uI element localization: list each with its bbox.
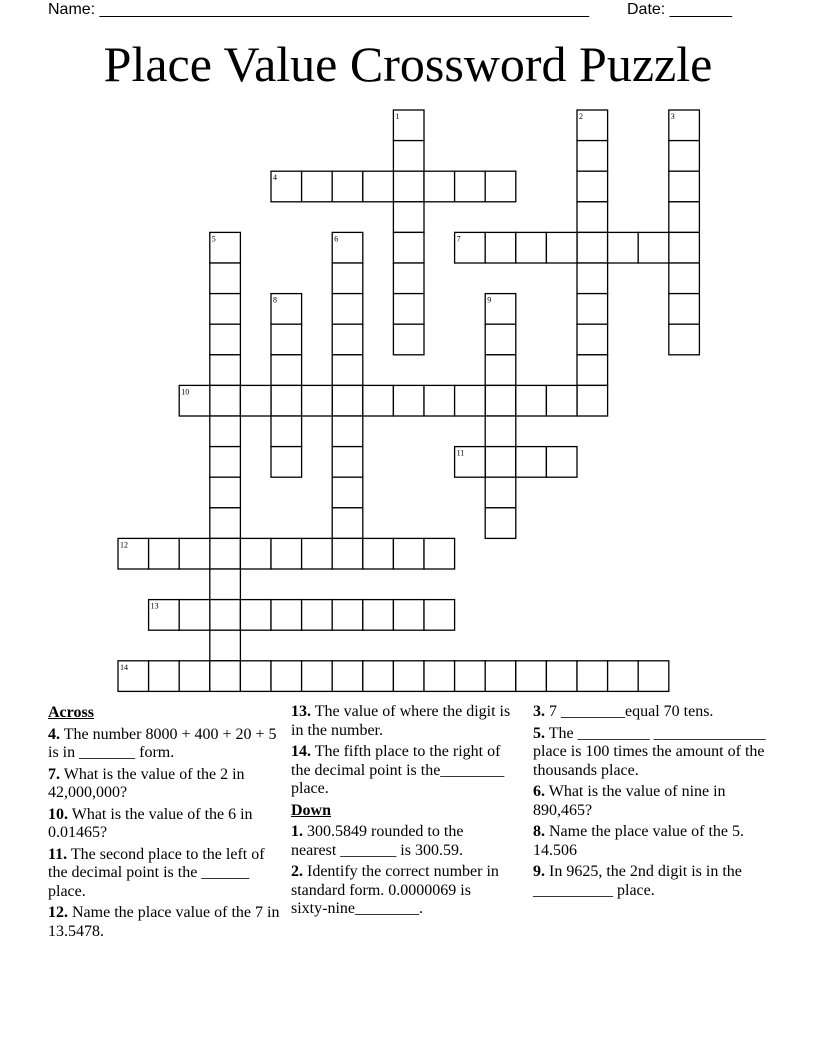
crossword-cell[interactable] <box>271 294 302 325</box>
clue-number-label: 10 <box>181 387 190 397</box>
crossword-cell[interactable] <box>210 294 241 325</box>
crossword-cell[interactable] <box>577 110 608 141</box>
crossword-cell[interactable] <box>271 385 302 416</box>
crossword-cell[interactable] <box>516 447 547 478</box>
crossword-cell[interactable] <box>271 661 302 692</box>
crossword-cell[interactable] <box>149 600 180 631</box>
crossword-cell[interactable] <box>332 508 363 539</box>
clue-across-14 <box>291 743 511 799</box>
clue-text: In 9625, the 2nd digit is in the __________ place. <box>533 863 742 899</box>
crossword-cell[interactable] <box>210 447 241 478</box>
crossword-cell[interactable] <box>485 355 516 386</box>
crossword-cell[interactable] <box>455 661 486 692</box>
clue-number-label: 9 <box>487 295 492 305</box>
crossword-cell[interactable] <box>179 661 210 692</box>
clue-number: 8. <box>533 823 545 840</box>
clue-number-label: 12 <box>120 540 128 550</box>
clue-down-9 <box>533 863 768 900</box>
clue-number: 1. <box>291 823 303 840</box>
date-field[interactable]: Date: _______ <box>627 1 732 18</box>
crossword-cell[interactable] <box>240 385 271 416</box>
crossword-cell[interactable] <box>240 538 271 569</box>
crossword-cell[interactable] <box>302 171 333 202</box>
clue-number: 4. <box>48 725 60 743</box>
page-title: Place Value Crossword Puzzle <box>103 36 713 92</box>
crossword-cell[interactable] <box>271 447 302 478</box>
name-field[interactable]: Name: _______________________________________________________ <box>48 1 589 18</box>
clue-text: What is the value of the 2 in 42,000,000? <box>48 765 245 801</box>
clue-number-label: 6 <box>334 234 339 244</box>
crossword-cell[interactable] <box>577 263 608 294</box>
crossword-cell[interactable] <box>393 263 424 294</box>
crossword-cell[interactable] <box>210 661 241 692</box>
crossword-cell[interactable] <box>608 232 639 263</box>
clue-text: The _________ ______________ place is 100 times the amount of the thousands place. <box>533 724 766 779</box>
clue-down-8 <box>533 823 768 860</box>
crossword-cell[interactable] <box>179 385 210 416</box>
crossword-cell[interactable] <box>393 232 424 263</box>
clue-number-label: 4 <box>273 173 277 183</box>
crossword-cell[interactable] <box>210 355 241 386</box>
crossword-cell[interactable] <box>485 661 516 692</box>
crossword-cell[interactable] <box>149 538 180 569</box>
crossword-cell[interactable] <box>271 171 302 202</box>
crossword-cell[interactable] <box>577 202 608 233</box>
crossword-cell[interactable] <box>485 508 516 539</box>
crossword-cell[interactable] <box>393 661 424 692</box>
crossword-cell[interactable] <box>332 294 363 325</box>
crossword-cell[interactable] <box>363 661 394 692</box>
crossword-cell[interactable] <box>485 416 516 447</box>
crossword-cell[interactable] <box>393 324 424 355</box>
crossword-cell[interactable] <box>516 661 547 692</box>
across-heading: Across <box>48 704 94 721</box>
crossword-cell[interactable] <box>302 538 333 569</box>
clue-number: 13. <box>291 703 311 720</box>
crossword-cell[interactable] <box>393 171 424 202</box>
crossword-cell[interactable] <box>210 569 241 600</box>
clue-number: 6. <box>533 783 545 800</box>
clue-text: Identify the correct number in standard form. 0.0000069 is sixty-nine________. <box>291 863 499 917</box>
crossword-cell[interactable] <box>332 447 363 478</box>
crossword-cell[interactable] <box>393 110 424 141</box>
clue-number-label: 13 <box>150 601 159 611</box>
clue-across-7 <box>48 766 280 803</box>
crossword-cell[interactable] <box>393 294 424 325</box>
crossword-cell[interactable] <box>332 171 363 202</box>
crossword-cell[interactable] <box>363 600 394 631</box>
crossword-cell[interactable] <box>485 294 516 325</box>
clue-text: 300.5849 rounded to the nearest _______ is 300.59. <box>291 823 464 859</box>
clue-number: 11. <box>48 845 68 863</box>
crossword-cell[interactable] <box>669 294 700 325</box>
clue-text: The value of where the digit is in the number. <box>291 703 511 739</box>
crossword-cell[interactable] <box>210 385 241 416</box>
clue-down-6 <box>533 783 768 820</box>
crossword-cell[interactable] <box>240 661 271 692</box>
crossword-cell[interactable] <box>271 538 302 569</box>
crossword-cell[interactable] <box>332 232 363 263</box>
clue-number: 9. <box>533 863 545 880</box>
crossword-cell[interactable] <box>669 263 700 294</box>
crossword-cell[interactable] <box>577 355 608 386</box>
crossword-cell[interactable] <box>546 661 577 692</box>
clue-number-label: 3 <box>670 112 675 121</box>
crossword-cell[interactable] <box>455 232 486 263</box>
crossword-cell[interactable] <box>302 385 333 416</box>
crossword-cell[interactable] <box>485 385 516 416</box>
crossword-cell[interactable] <box>332 538 363 569</box>
clue-down-2 <box>291 863 511 919</box>
clue-number-label: 7 <box>456 234 461 244</box>
crossword-cell[interactable] <box>577 385 608 416</box>
crossword-cell[interactable] <box>302 661 333 692</box>
crossword-cell[interactable] <box>210 263 241 294</box>
crossword-cell[interactable] <box>210 508 241 539</box>
clue-down-3 <box>533 703 768 722</box>
crossword-cell[interactable] <box>577 171 608 202</box>
clue-across-13 <box>291 703 511 740</box>
crossword-cell[interactable] <box>271 324 302 355</box>
clue-across-4 <box>48 726 280 763</box>
crossword-cell[interactable] <box>638 661 669 692</box>
crossword-cell[interactable] <box>271 600 302 631</box>
crossword-cell[interactable] <box>424 600 455 631</box>
crossword-cell[interactable] <box>669 110 700 141</box>
crossword-cell[interactable] <box>546 447 577 478</box>
crossword-cell[interactable] <box>546 385 577 416</box>
crossword-cell[interactable] <box>516 232 547 263</box>
crossword-cell[interactable] <box>485 232 516 263</box>
crossword-cell[interactable] <box>118 538 149 569</box>
crossword-cell[interactable] <box>516 385 547 416</box>
clue-number: 14. <box>291 743 311 760</box>
crossword-cell[interactable] <box>363 385 394 416</box>
crossword-cell[interactable] <box>210 232 241 263</box>
crossword-cell[interactable] <box>577 324 608 355</box>
crossword-cell[interactable] <box>393 385 424 416</box>
clue-number: 2. <box>291 863 303 880</box>
crossword-cell[interactable] <box>577 232 608 263</box>
clue-number-label: 14 <box>120 662 128 672</box>
clue-across-11 <box>48 846 280 902</box>
crossword-cell[interactable] <box>393 141 424 172</box>
crossword-cell[interactable] <box>424 171 455 202</box>
crossword-cell[interactable] <box>669 202 700 233</box>
crossword-cell[interactable] <box>393 202 424 233</box>
crossword-cell[interactable] <box>240 600 271 631</box>
crossword-cell[interactable] <box>149 661 180 692</box>
clue-text: What is the value of nine in 890,465? <box>533 783 726 819</box>
clue-across-12 <box>48 904 280 941</box>
crossword-cell[interactable] <box>271 355 302 386</box>
crossword-cell[interactable] <box>455 171 486 202</box>
clue-text: The second place to the left of the decimal point is the ______ place. <box>48 845 265 900</box>
down-heading: Down <box>291 801 332 819</box>
crossword-cell[interactable] <box>363 538 394 569</box>
crossword-cell[interactable] <box>210 324 241 355</box>
crossword-cell[interactable] <box>179 538 210 569</box>
clue-down-5 <box>533 725 768 781</box>
crossword-cell[interactable] <box>210 600 241 631</box>
clue-number: 12. <box>48 904 68 921</box>
clue-text: What is the value of the 6 in 0.01465? <box>48 805 253 841</box>
clue-number-label: 8 <box>273 295 277 305</box>
crossword-cell[interactable] <box>302 600 333 631</box>
crossword-cell[interactable] <box>210 538 241 569</box>
crossword-cell[interactable] <box>608 661 639 692</box>
crossword-cell[interactable] <box>669 324 700 355</box>
clue-text: 7 ________equal 70 tens. <box>549 703 714 720</box>
crossword-cell[interactable] <box>669 141 700 172</box>
crossword-cell[interactable] <box>424 538 455 569</box>
clues-column-3 <box>533 703 768 903</box>
crossword-cell[interactable] <box>669 171 700 202</box>
crossword-cell[interactable] <box>485 447 516 478</box>
crossword-cell[interactable] <box>118 661 149 692</box>
crossword-cell[interactable] <box>332 385 363 416</box>
crossword-cell[interactable] <box>455 385 486 416</box>
clue-text: The fifth place to the right of the decimal point is the________ place. <box>291 743 505 797</box>
crossword-cell[interactable] <box>393 600 424 631</box>
crossword-cell[interactable] <box>210 416 241 447</box>
crossword-cell[interactable] <box>638 232 669 263</box>
crossword-cell[interactable] <box>332 416 363 447</box>
crossword-cell[interactable] <box>332 355 363 386</box>
crossword-cell[interactable] <box>332 477 363 508</box>
crossword-cell[interactable] <box>332 600 363 631</box>
crossword-cell[interactable] <box>546 232 577 263</box>
crossword-cell[interactable] <box>332 263 363 294</box>
crossword-cell[interactable] <box>485 477 516 508</box>
crossword-cell[interactable] <box>577 661 608 692</box>
crossword-cell[interactable] <box>210 477 241 508</box>
crossword-cell[interactable] <box>332 661 363 692</box>
clue-number: 3. <box>533 703 545 720</box>
clue-number-label: 2 <box>579 112 583 121</box>
crossword-cell[interactable] <box>485 324 516 355</box>
crossword-cell[interactable] <box>393 538 424 569</box>
clue-down-1 <box>291 823 511 860</box>
crossword-cell[interactable] <box>210 630 241 661</box>
clue-number: 5. <box>533 724 545 742</box>
clues-column-1 <box>48 703 280 944</box>
crossword-cell[interactable] <box>485 171 516 202</box>
crossword-cell[interactable] <box>669 232 700 263</box>
clue-text: Name the place value of the 5. 14.506 <box>533 823 745 859</box>
clues-column-2 <box>291 703 511 922</box>
crossword-cell[interactable] <box>179 600 210 631</box>
clue-across-10 <box>48 806 280 843</box>
crossword-cell[interactable] <box>424 661 455 692</box>
crossword-cell[interactable] <box>424 385 455 416</box>
crossword-cell[interactable] <box>332 324 363 355</box>
crossword-cell[interactable] <box>455 447 486 478</box>
crossword-cell[interactable] <box>363 171 394 202</box>
crossword-cell[interactable] <box>577 141 608 172</box>
clue-text: The number 8000 + 400 + 20 + 5 is in _______ form. <box>48 725 277 761</box>
crossword-cell[interactable] <box>577 294 608 325</box>
clue-number-label: 11 <box>456 448 465 458</box>
clue-number-label: 1 <box>395 112 400 121</box>
clue-number-label: 5 <box>211 234 216 244</box>
clue-number: 7. <box>48 765 60 783</box>
clue-text: Name the place value of the 7 in 13.5478. <box>48 904 280 940</box>
crossword-cell[interactable] <box>271 416 302 447</box>
clue-number: 10. <box>48 805 68 823</box>
